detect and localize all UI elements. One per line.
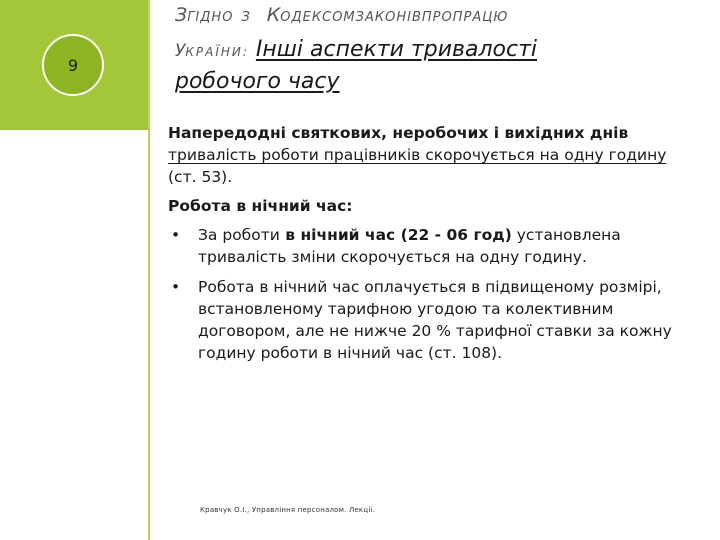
title-line-1: ЗГІДНО З КОДЕКСОМЗАКОНІВПРОПРАЦЮ (175, 4, 509, 26)
footer-credit: Кравчук О.І., Управління персоналом. Лекції. (200, 506, 376, 514)
night-heading: Робота в нічний час: (168, 197, 353, 215)
title-topic-cont: робочого часу (175, 69, 340, 94)
bullet-icon: • (171, 278, 181, 296)
list-item: • Робота в нічний час оплачується в підвищеному розмірі, встановленому тарифною угодою та колективним договором, але не нижче 20 % тарифної ставки за кожну годину роботи в нічний час (ст. 108). (171, 278, 672, 362)
divider-line (148, 0, 150, 540)
title-line-2: УКРАЇНИ: Інші аспекти тривалості робочого часу (175, 37, 537, 94)
title-topic: Інші аспекти тривалості (255, 37, 537, 62)
slide-title (175, 2, 705, 97)
night-work-list (168, 224, 693, 364)
slide-number-badge (42, 34, 104, 96)
slide-number: 9 (67, 55, 79, 75)
slide-body (168, 122, 693, 372)
paragraph-pre-holiday: Напередодні святкових, неробочих і вихідних днів тривалість роботи працівників скорочується на одну годину (ст. 53). (168, 124, 667, 186)
list-item: • За роботи в нічний час (22 - 06 год) установлена тривалість зміни скорочується на одну годину. (171, 226, 621, 266)
bullet-icon: • (171, 226, 181, 244)
